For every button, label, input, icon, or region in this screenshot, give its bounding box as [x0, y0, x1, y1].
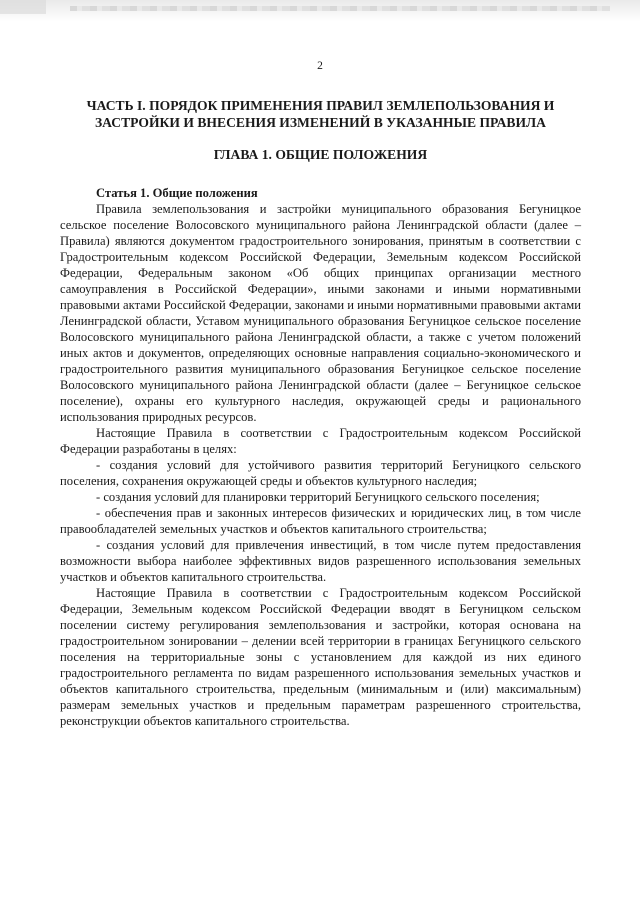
page-number: 2 [317, 60, 323, 72]
document-body [60, 97, 581, 729]
goal-item-investments: - создания условий для привлечения инвестиций, в том числе путем предоставления возможности выбора наиболее эффективных видов разрешенного использования земельных участков и объектов капитального строительства. [60, 538, 581, 584]
goal-item-rights: - обеспечения прав и законных интересов физических и юридических лиц, в том числе правообладателей земельных участков и объектов капитального строительства; [60, 506, 581, 536]
chapter-title: ГЛАВА 1. ОБЩИЕ ПОЛОЖЕНИЯ [213, 147, 428, 162]
goal-item-sustainable-development: - создания условий для устойчивого развития территорий Бегуницкого сельского поселения, сохранения окружающей среды и объектов культурного наследия; [60, 458, 581, 488]
paragraph-goals-lead: Настоящие Правила в соответствии с Градостроительным кодексом Российской Федерации разработаны в целях: [60, 426, 581, 456]
scan-edge-artifact [0, 0, 640, 22]
article-title: Статья 1. Общие положения [96, 186, 258, 200]
part-title: ЧАСТЬ I. ПОРЯДОК ПРИМЕНЕНИЯ ПРАВИЛ ЗЕМЛЕПОЛЬЗОВАНИЯ И ЗАСТРОЙКИ И ВНЕСЕНИЯ ИЗМЕНЕНИЙ В УКАЗАННЫЕ ПРАВИЛА [86, 98, 555, 130]
paragraph-intro: Правила землепользования и застройки муниципального образования Бегуницкое сельское поселение Волосовского муниципального района Ленинградской области (далее – Правила) являются документом градостроительного зонирования, принятым в соответствии с Градостроительным кодексом Российской Федерации, Земельным кодексом Российской Федерации, Федеральным законом «Об общих принципах организации местного самоуправления в Российской Федерации», иными законами и иными нормативными правовыми актами Российской Федерации, законами и иными нормативными правовыми актами Ленинградской области, Уставом муниципального образования Бегуницкое сельское поселение Волосовского муниципального района Ленинградской области, а также с учетом положений иных актов и документов, определяющих основные направления социально-экономического и градостроительного развития муниципального образования Бегуницкое сельское поселение Волосовского муниципального района Ленинградской области (далее – Бегуницкое сельское поселение), охраны его культурного наследия, окружающей среды и рационального использования природных ресурсов. [60, 202, 581, 424]
goal-item-planning: - создания условий для планировки территорий Бегуницкого сельского поселения; [96, 490, 540, 504]
paragraph-zoning-system: Настоящие Правила в соответствии с Градостроительным кодексом Российской Федерации, Земельным кодексом Российской Федерации вводят в Бегуницком сельском поселении систему регулирования землепользования и застройки, которая основана на градостроительном зонировании – делении всей территории в границах Бегуницкого сельского поселения на территориальные зоны с установлением для каждой из них единого градостроительного регламента по видам разрешенного использования земельных участков и объектов капитального строительства, предельным (минимальным и (или) максимальным) размерам земельных участков и предельным параметрам разрешенного строительства, реконструкции объектов капитального строительства. [60, 586, 581, 728]
